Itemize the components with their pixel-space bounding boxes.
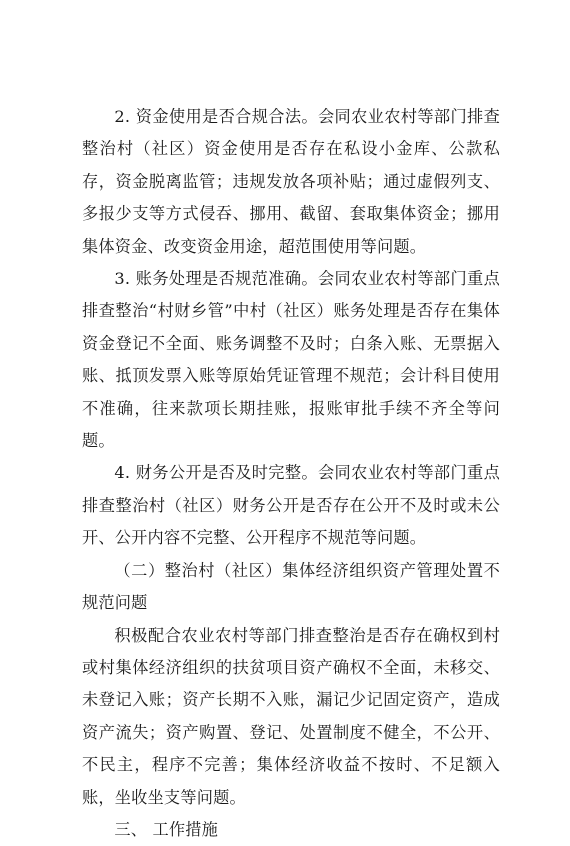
document-body — [82, 101, 500, 846]
section-heading-work-measures: 三、 工作措施 — [114, 819, 219, 839]
paragraph-accounting: 3. 账务处理是否规范准确。会同农业农村等部门重点排查整治“村财乡管”中村（社区）账务处理是否存在集体资金登记不全面、账务调整不及时；白条入账、无票据入账、抵顶发票入账等原始凭证管理不规范；会计科目使用不准确，往来款项长期挂账，报账审批手续不齐全等问题。 — [82, 269, 500, 451]
paragraph-fund-usage: 2. 资金使用是否合规合法。会同农业农村等部门排查整治村（社区）资金使用是否存在私设小金库、公款私存，资金脱离监管；违规发放各项补贴；通过虚假列支、多报少支等方式侵吞、挪用、截留、套取集体资金；挪用集体资金、改变资金用途，超范围使用等问题。 — [82, 107, 500, 256]
paragraph-asset-management: 积极配合农业农村等部门排查整治是否存在确权到村或村集体经济组织的扶贫项目资产确权不全面，未移交、未登记入账；资产长期不入账，漏记少记固定资产，造成资产流失；资产购置、登记、处置制度不健全，不公开、不民主，程序不完善；集体经济收益不按时、不足额入账，坐收坐支等问题。 — [82, 625, 500, 807]
paragraph-financial-disclosure: 4. 财务公开是否及时完整。会同农业农村等部门重点排查整治村（社区）财务公开是否存在公开不及时或未公开、公开内容不完整、公开程序不规范等问题。 — [82, 463, 500, 548]
section-heading-asset-management: （二）整治村（社区）集体经济组织资产管理处置不规范问题 — [82, 560, 500, 613]
